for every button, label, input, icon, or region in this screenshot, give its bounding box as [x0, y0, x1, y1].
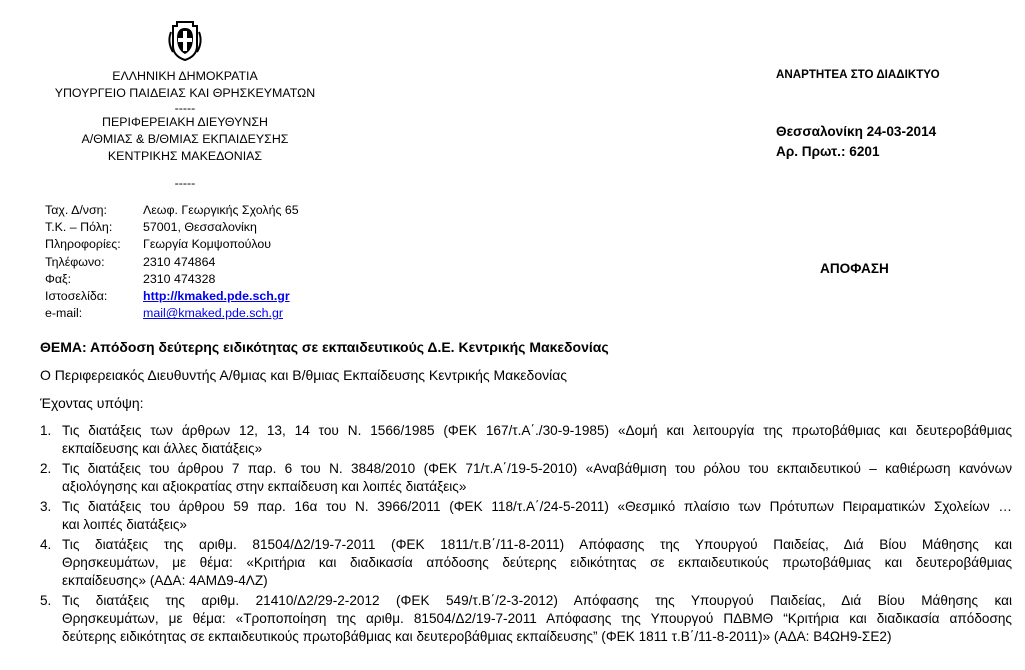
address-row: [45, 202, 299, 219]
online-posting-notice: ΑΝΑΡΤΗΤΕΑ ΣΤΟ ΔΙΑΔΙΚΤΥΟ: [776, 68, 940, 81]
email-label: e-mail:: [45, 306, 83, 321]
ministry-title: ΥΠΟΥΡΓΕΙΟ ΠΑΙΔΕΙΑΣ ΚΑΙ ΘΡΗΣΚΕΥΜΑΤΩΝ: [54, 86, 316, 100]
address-label: Ταχ. Δ/νση:: [45, 203, 107, 217]
document-date: Θεσσαλονίκη 24-03-2014: [776, 124, 937, 139]
republic-title: ΕΛΛΗΝΙΚΗ ΔΗΜΟΚΡΑΤΙΑ: [112, 69, 258, 83]
list-item-line: Τις διατάξεις του άρθρου 7 παρ. 6 του Ν. 3848/2010 (ΦΕΚ 71/τ.Α΄/19-5-2010) «Αναβάθμιση του ρόλου του εκπαιδευτικού – καθιέρωση κανόνων: [62, 461, 1012, 476]
separator: -----: [174, 101, 196, 115]
fax-value: 2310 474328: [143, 271, 216, 286]
date-protocol-block: [776, 122, 936, 162]
list-item-line: και λοιπές διατάξεις»: [62, 517, 187, 532]
considerations-heading: Έχοντας υπόψη:: [40, 395, 144, 411]
directorate-line-3: ΚΕΝΤΡΙΚΗΣ ΜΑΚΕΔΟΝΙΑΣ: [107, 149, 263, 163]
fax-row: [45, 271, 299, 288]
considerations-list: [40, 422, 1012, 648]
list-item: [40, 536, 1012, 590]
list-item-line: εκπαίδευσης και άλλες διατάξεις»: [62, 441, 263, 456]
list-item-line: Τις διατάξεις της αριθμ. 81504/Δ2/19-7-2011 (ΦΕΚ 1811/τ.Β΄/11-8-2011) Απόφασης της Υπουργού Παιδείας, Διά Βίου Μάθησης και: [62, 537, 1012, 552]
phone-value: 2310 474864: [143, 254, 216, 269]
website-row: [45, 288, 299, 305]
info-label: Πληροφορίες:: [45, 237, 121, 252]
email-row: [45, 305, 299, 322]
letterhead: [40, 18, 330, 192]
list-item-line: δεύτερης ειδικότητας σε εκπαιδευτικούς πρωτοβάθμιας και δευτεροβάθμιας εκπαίδευσης” (ΦΕΚ 1811 τ.Β΄/11-8-2011)» (ΑΔΑ: Β4ΩΗ9-ΣΕ2): [62, 629, 892, 644]
directorate-line-2: Α/ΘΜΙΑΣ & Β/ΘΜΙΑΣ ΕΚΠΑΙΔΕΥΣΗΣ: [81, 132, 289, 146]
contact-details: [45, 202, 299, 322]
info-value: Γεωργία Κομψοπούλου: [143, 237, 272, 252]
separator: -----: [174, 176, 196, 190]
decision-heading: ΑΠΟΦΑΣΗ: [820, 261, 889, 276]
list-item-line: Τις διατάξεις της αριθμ. 21410/Δ2/29-2-2012 (ΦΕΚ 549/τ.Β΄/2-3-2012) Απόφασης της Υπουργού Παιδείας, Διά Βίου Μάθησης και: [62, 593, 1012, 608]
list-item: [40, 592, 1012, 646]
list-item-line: Θρησκευμάτων, με θέμα: «Κριτήρια και διαδικασία απόδοσης δεύτερης ειδικότητας σε εκπαιδευτικούς πρωτοβάθμιας και δευτεροβάθμιας: [62, 555, 1012, 570]
phone-label: Τηλέφωνο:: [45, 254, 105, 269]
list-item: [40, 422, 1012, 458]
list-item-number: 1.: [40, 423, 52, 438]
list-item-line: Θρησκευμάτων, με θέμα: «Τροποποίηση της αριθμ. 81504/Δ2/19-7-2011 Απόφασης της Υπουργού ΠΔΒΜΘ “Κριτήρια και διαδικασία απόδοσης: [62, 611, 1012, 626]
city-value: 57001, Θεσσαλονίκη: [143, 220, 257, 235]
list-item-number: 3.: [40, 499, 52, 514]
email-link[interactable]: mail@kmaked.pde.sch.gr: [143, 306, 283, 321]
list-item: [40, 460, 1012, 496]
city-row: [45, 219, 299, 236]
director-statement: Ο Περιφερειακός Διευθυντής Α/θμιας και Β/θμιας Εκπαίδευσης Κεντρικής Μακεδονίας: [40, 367, 568, 383]
website-link[interactable]: http://kmaked.pde.sch.gr: [143, 289, 290, 304]
list-item: [40, 498, 1012, 534]
website-label: Ιστοσελίδα:: [45, 289, 108, 304]
list-item-line: αξιολόγησης και αξιοκρατίας στην εκπαίδευση και λοιπές διατάξεις»: [62, 479, 467, 494]
protocol-number: Αρ. Πρωτ.: 6201: [776, 144, 880, 159]
document-subject: ΘΕΜΑ: Απόδοση δεύτερης ειδικότητας σε εκπαιδευτικούς Δ.Ε. Κεντρικής Μακεδονίας: [40, 339, 609, 355]
phone-row: [45, 254, 299, 271]
city-label: Τ.Κ. – Πόλη:: [45, 220, 113, 235]
address-value: Λεωφ. Γεωργικής Σχολής 65: [143, 203, 299, 217]
list-item-number: 2.: [40, 461, 52, 476]
list-item-line: Τις διατάξεις του άρθρου 59 παρ. 16α του Ν. 3966/2011 (ΦΕΚ 118/τ.Α΄/24-5-2011) «Θεσμικό πλαίσιο των Πρότυπων Πειραματικών Σχολείων …: [62, 499, 1012, 514]
list-item-number: 4.: [40, 537, 52, 552]
list-item-line: Τις διατάξεις των άρθρων 12, 13, 14 του Ν. 1566/1985 (ΦΕΚ 167/τ.Α΄./30-9-1985) «Δομή και λειτουργία της πρωτοβάθμιας και δευτεροβάθμιας: [62, 423, 1012, 438]
info-row: [45, 236, 299, 253]
fax-label: Φαξ:: [45, 271, 72, 286]
directorate-line-1: ΠΕΡΙΦΕΡΕΙΑΚΗ ΔΙΕΥΘΥΝΣΗ: [102, 115, 268, 129]
list-item-line: εκπαίδευσης» (ΑΔΑ: 4ΑΜΔ9-4ΛΖ): [62, 573, 268, 588]
greek-coat-of-arms-icon: [165, 18, 205, 62]
list-item-number: 5.: [40, 593, 52, 608]
